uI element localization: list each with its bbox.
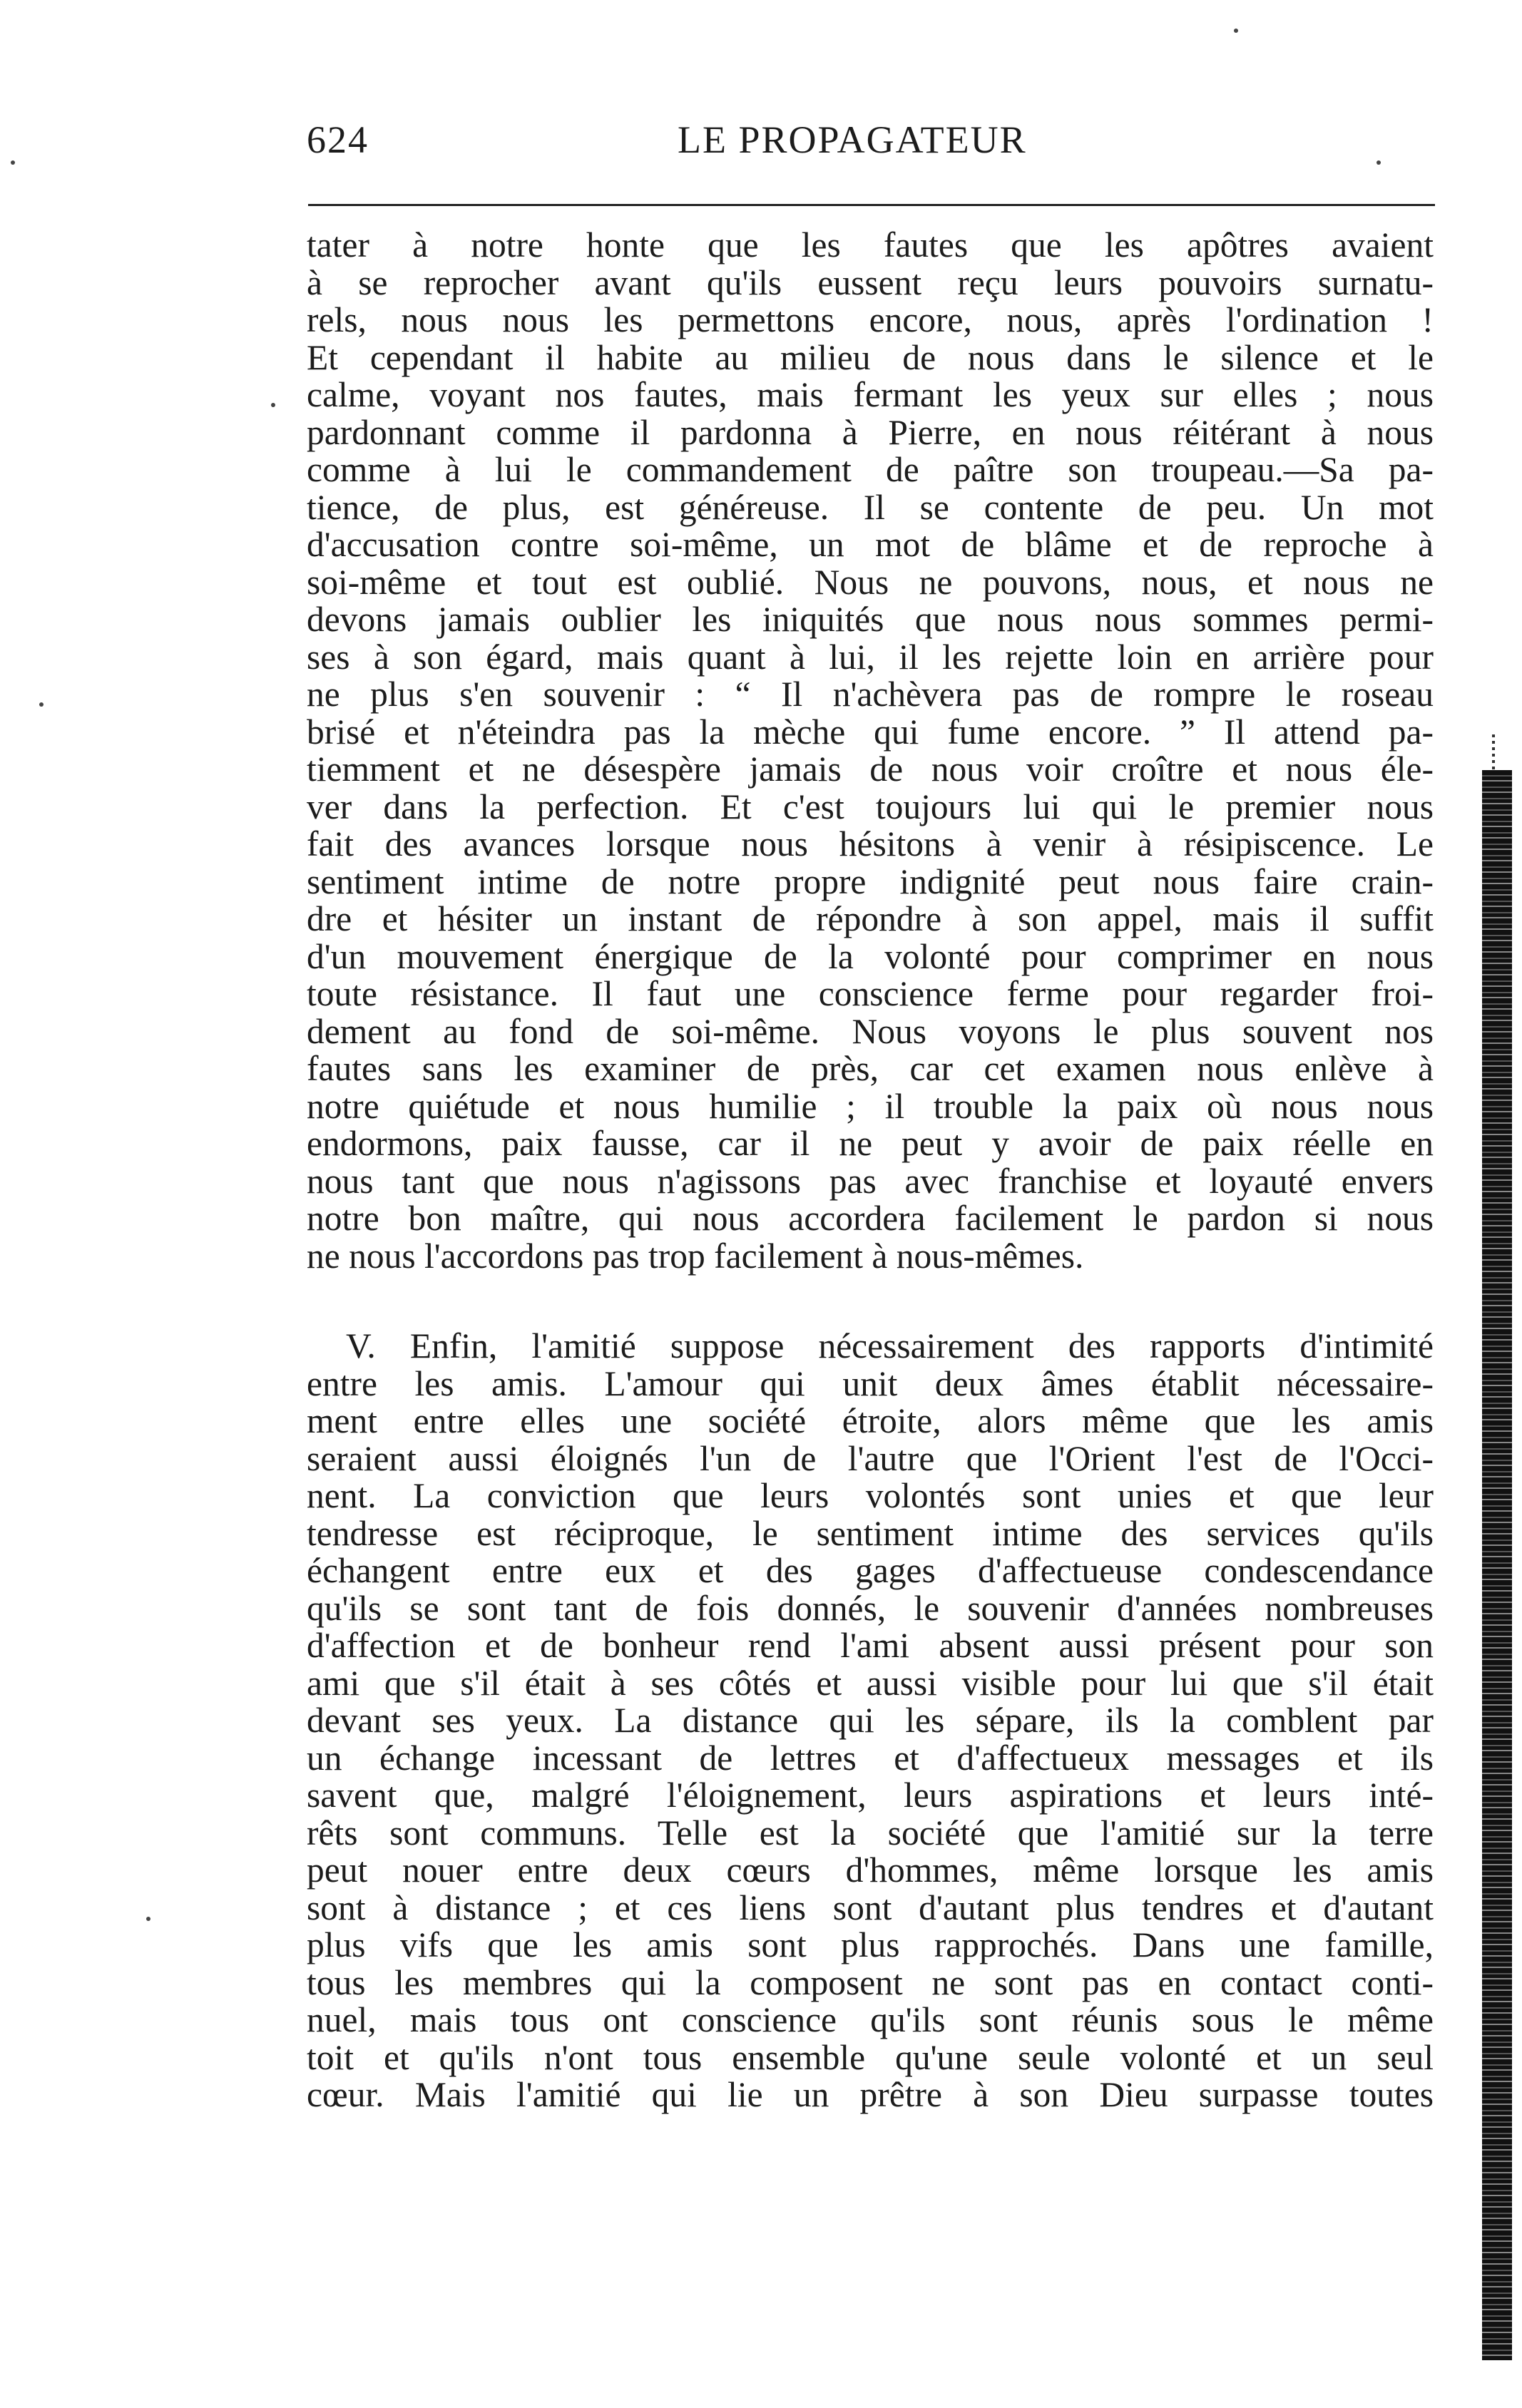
text-line: soi-même et tout est oublié. Nous ne pouvons, nous, et nous ne — [307, 562, 1434, 602]
text-line: notre quiétude et nous humilie ; il trouble la paix où nous nous — [307, 1086, 1434, 1126]
text-line: rêts sont communs. Telle est la société que l'amitié sur la terre — [307, 1813, 1434, 1853]
text-line: échangent entre eux et des gages d'affectueuse condescendance — [307, 1551, 1434, 1590]
text-line: un échange incessant de lettres et d'affectueux messages et ils — [307, 1738, 1434, 1778]
text-line: à se reprocher avant qu'ils eussent reçu leurs pouvoirs surnatu- — [307, 262, 1434, 302]
scan-speck — [1234, 29, 1238, 33]
text-line: ne plus s'en souvenir : “ Il n'achèvera pas de rompre le roseau — [307, 675, 1434, 714]
text-line: devant ses yeux. La distance qui les sépare, ils la comblent par — [307, 1701, 1434, 1740]
text-line: dement au fond de soi-même. Nous voyons le plus souvent nos — [307, 1011, 1434, 1051]
text-line: tendresse est réciproque, le sentiment intime des services qu'ils — [307, 1513, 1434, 1553]
text-line: fautes sans les examiner de près, car cet examen nous enlève à — [307, 1049, 1434, 1088]
text-line: ne nous l'accordons pas trop facilement à nous-mêmes. — [307, 1236, 1084, 1276]
text-line: plus vifs que les amis sont plus rapprochés. Dans une famille, — [307, 1925, 1434, 1964]
text-line: d'accusation contre soi-même, un mot de blâme et de reproche à — [307, 525, 1434, 564]
scan-speck — [39, 702, 44, 707]
text-line: Et cependant il habite au milieu de nous dans le silence et le — [307, 337, 1434, 377]
text-line: toit et qu'ils n'ont tous ensemble qu'une seule volonté et un seul — [307, 2037, 1434, 2077]
text-line: entre les amis. L'amour qui unit deux âmes établit nécessaire- — [307, 1363, 1434, 1403]
text-line: ami que s'il était à ses côtés et aussi visible pour lui que s'il était — [307, 1663, 1434, 1703]
text-line: sont à distance ; et ces liens sont d'autant plus tendres et d'autant — [307, 1887, 1434, 1927]
text-line: devons jamais oublier les iniquités que nous nous sommes permi- — [307, 600, 1434, 639]
text-line: d'un mouvement énergique de la volonté pour comprimer en nous — [307, 936, 1434, 976]
text-line: peut nouer entre deux cœurs d'hommes, même lorsque les amis — [307, 1850, 1434, 1890]
paragraph-continuation — [307, 227, 1434, 1275]
text-line: fait des avances lorsque nous hésitons à venir à résipiscence. Le — [307, 824, 1434, 864]
text-line: calme, voyant nos fautes, mais fermant les yeux sur elles ; nous — [307, 375, 1434, 414]
header-rule — [308, 204, 1435, 206]
text-line: V. Enfin, l'amitié suppose nécessairement des rapports d'intimité — [346, 1326, 1434, 1366]
text-line: tience, de plus, est généreuse. Il se contente de peu. Un mot — [307, 487, 1434, 527]
text-line: ses à son égard, mais quant à lui, il les rejette loin en arrière pour — [307, 637, 1434, 677]
text-line: rels, nous nous les permettons encore, nous, après l'ordination ! — [307, 300, 1434, 339]
text-line: qu'ils se sont tant de fois donnés, le souvenir d'années nombreuses — [307, 1588, 1434, 1628]
scan-speck — [11, 160, 15, 165]
text-line: nent. La conviction que leurs volontés sont unies et que leur — [307, 1476, 1434, 1515]
text-line: dre et hésiter un instant de répondre à son appel, mais il suffit — [307, 899, 1434, 938]
scan-page-edge — [1482, 770, 1512, 2360]
text-line: endormons, paix fausse, car il ne peut y avoir de paix réelle en — [307, 1124, 1434, 1163]
text-line: tous les membres qui la composent ne sont pas en contact conti- — [307, 1962, 1434, 2002]
text-line: brisé et n'éteindra pas la mèche qui fume encore. ” Il attend pa- — [307, 712, 1434, 752]
scan-speck — [1377, 160, 1381, 165]
text-line: cœur. Mais l'amitié qui lie un prêtre à son Dieu surpasse toutes — [307, 2075, 1434, 2114]
text-line: savent que, malgré l'éloignement, leurs aspirations et leurs inté- — [307, 1776, 1434, 1815]
scan-speck — [146, 1917, 150, 1921]
page-number: 624 — [307, 118, 369, 161]
text-line: ment entre elles une société étroite, alors même que les amis — [307, 1401, 1434, 1440]
text-line: notre bon maître, qui nous accordera facilement le pardon si nous — [307, 1199, 1434, 1238]
text-line: nous tant que nous n'agissons pas avec franchise et loyauté envers — [307, 1161, 1434, 1201]
text-line: pardonnant comme il pardonna à Pierre, en nous réitérant à nous — [307, 412, 1434, 452]
text-line: ver dans la perfection. Et c'est toujours lui qui le premier nous — [307, 787, 1434, 826]
text-line: sentiment intime de notre propre indignité peut nous faire crain- — [307, 861, 1434, 901]
page-header — [307, 118, 1434, 168]
running-title: LE PROPAGATEUR — [678, 118, 1027, 161]
text-line: nuel, mais tous ont conscience qu'ils sont réunis sous le même — [307, 2000, 1434, 2039]
text-line: comme à lui le commandement de paître son troupeau.—Sa pa- — [307, 450, 1434, 489]
scan-speck — [271, 403, 275, 407]
text-line: tater à notre honte que les fautes que les apôtres avaient — [307, 225, 1434, 265]
text-line: d'affection et de bonheur rend l'ami absent aussi présent pour son — [307, 1626, 1434, 1665]
text-line: toute résistance. Il faut une conscience ferme pour regarder froi- — [307, 974, 1434, 1013]
text-line: seraient aussi éloignés l'un de l'autre que l'Orient l'est de l'Occi- — [307, 1438, 1434, 1478]
paragraph-section-v — [307, 1328, 1434, 2114]
text-line: tiemment et ne désespère jamais de nous voir croître et nous éle- — [307, 749, 1434, 789]
